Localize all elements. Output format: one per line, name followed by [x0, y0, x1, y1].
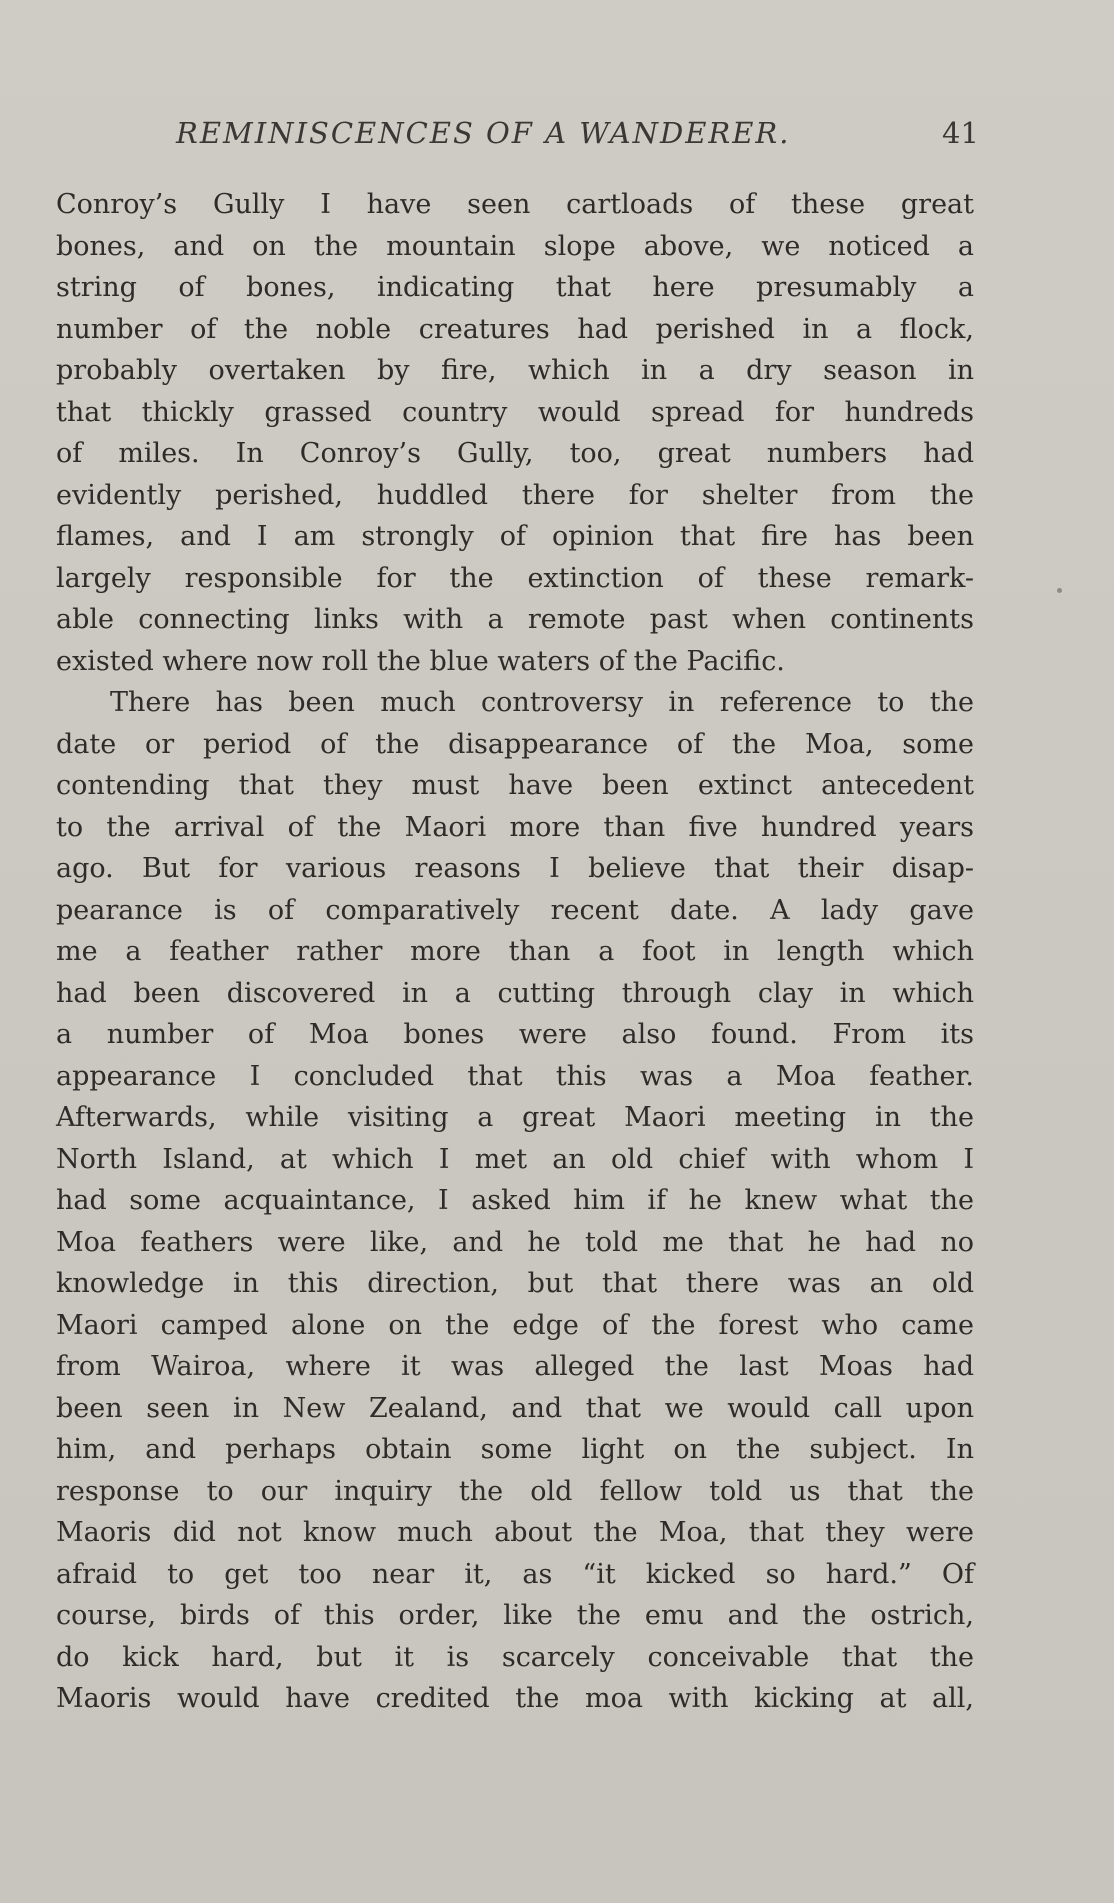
text-line: pearance is of comparatively recent date. A lady gave	[56, 894, 974, 926]
text-line: from Wairoa, where it was alleged the last Moas had	[56, 1351, 974, 1382]
text-line: contending that they must have been extinct antecedent	[56, 770, 974, 801]
text-line: probably overtaken by fire, which in a dry season in	[56, 355, 974, 386]
text-line: response to our inquiry the old fellow told us that the	[56, 1475, 974, 1507]
text-line: largely responsible for the extinction of these remark-	[56, 562, 974, 594]
text-line: existed where now roll the blue waters of the Pacific.	[56, 645, 785, 677]
text-line: him, and perhaps obtain some light on the subject. In	[56, 1434, 974, 1465]
text-line: Maori camped alone on the edge of the forest who came	[56, 1309, 974, 1341]
text-line: of miles. In Conroy’s Gully, too, great numbers had	[56, 438, 974, 469]
text-line: to the arrival of the Maori more than five hundred years	[56, 811, 974, 843]
text-line: date or period of the disappearance of the Moa, some	[56, 728, 974, 760]
text-line: North Island, at which I met an old chief with whom I	[56, 1143, 974, 1175]
text-line: able connecting links with a remote past when continents	[56, 604, 974, 635]
text-line: flames, and I am strongly of opinion that fire has been	[56, 521, 974, 552]
text-line: Afterwards, while visiting a great Maori meeting in the	[56, 1102, 974, 1133]
text-line: number of the noble creatures had perished in a flock,	[56, 313, 974, 345]
text-line: been seen in New Zealand, and that we would call upon	[56, 1392, 974, 1424]
text-line: Maoris did not know much about the Moa, that they were	[56, 1517, 974, 1548]
running-head	[0, 116, 1114, 156]
text-line: do kick hard, but it is scarcely conceivable that the	[56, 1641, 974, 1673]
text-line: course, birds of this order, like the emu and the ostrich,	[56, 1600, 974, 1631]
text-line: me a feather rather more than a foot in length which	[56, 936, 974, 967]
text-line: that thickly grassed country would spread for hundreds	[56, 396, 974, 428]
text-line: string of bones, indicating that here presumably a	[56, 272, 974, 303]
text-line: Conroy’s Gully I have seen cartloads of these great	[56, 189, 974, 220]
text-line: had some acquaintance, I asked him if he knew what the	[56, 1185, 974, 1216]
text-line: a number of Moa bones were also found. From its	[56, 1019, 974, 1050]
running-title: REMINISCENCES OF A WANDERER.	[176, 116, 791, 150]
paper-speck-mark	[1057, 588, 1062, 593]
text-line: evidently perished, huddled there for shelter from the	[56, 479, 974, 511]
text-line: knowledge in this direction, but that there was an old	[56, 1268, 974, 1299]
text-line: bones, and on the mountain slope above, we noticed a	[56, 230, 974, 262]
body-text	[56, 184, 974, 1720]
text-line: Maoris would have credited the moa with kicking at all,	[56, 1683, 974, 1714]
text-line: Moa feathers were like, and he told me that he had no	[56, 1226, 974, 1258]
text-line: appearance I concluded that this was a Moa feather.	[56, 1060, 974, 1092]
page-number: 41	[942, 116, 979, 150]
text-line: afraid to get too near it, as “it kicked so hard.” Of	[56, 1558, 974, 1590]
paragraph-start-line: There has been much controversy in reference to the	[110, 687, 974, 718]
text-line: ago. But for various reasons I believe that their disap-	[56, 853, 974, 884]
text-line: had been discovered in a cutting through clay in which	[56, 977, 974, 1009]
